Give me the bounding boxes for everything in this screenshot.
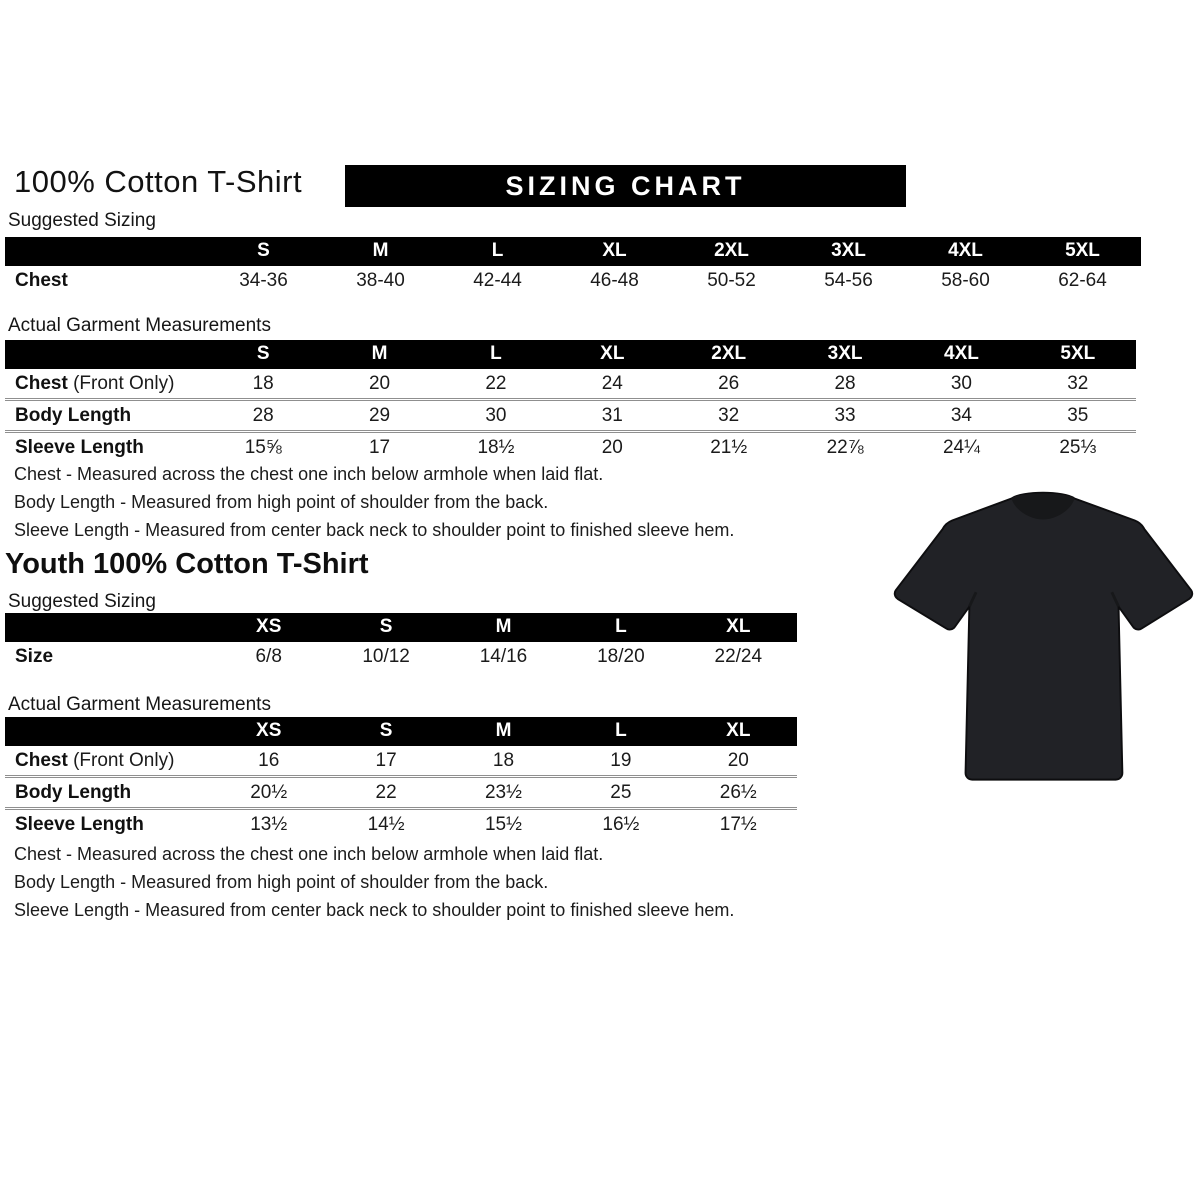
measurement-cell: 17½: [680, 809, 797, 840]
measurement-cell: 16: [258, 750, 280, 771]
size-column-header: 4XL: [903, 340, 1019, 369]
measurement-cell: 20: [727, 750, 749, 771]
sizing-chart-banner: SIZING CHART: [345, 165, 906, 207]
measurement-cell: 14½: [327, 809, 444, 840]
measurement-cell: 30: [438, 400, 554, 432]
measurement-cell: 22/24: [714, 646, 763, 667]
measurement-cell: 18½: [438, 432, 554, 463]
header-label-cell: [5, 340, 205, 369]
measurement-cell: 29: [321, 400, 437, 432]
measurement-cell: 31: [554, 400, 670, 432]
measurement-cell: 15⅝: [205, 432, 321, 463]
size-column-header: L: [439, 237, 556, 266]
youth-actual-measurements-label: Actual Garment Measurements: [8, 694, 271, 715]
note-body-length: Body Length - Measured from high point of shoulder from the back.: [14, 872, 549, 892]
row-label: Chest (Front Only): [15, 750, 175, 771]
measurement-cell: 15½: [445, 809, 562, 840]
size-column-header: XL: [554, 340, 670, 369]
adult-actual-measurements-table: [5, 340, 1136, 462]
table-row: [5, 642, 797, 671]
size-column-header: 3XL: [790, 237, 907, 266]
size-column-header: 4XL: [907, 237, 1024, 266]
measurement-cell: 16½: [562, 809, 679, 840]
table-row: [5, 432, 1136, 463]
measurement-cell: 18: [492, 750, 515, 771]
measurement-cell: 23½: [445, 777, 562, 809]
measurement-cell: 24¼: [903, 432, 1019, 463]
measurement-cell: 22: [327, 777, 444, 809]
row-label: Body Length: [5, 777, 210, 809]
size-column-header: L: [562, 613, 679, 642]
measurement-cell: 26½: [680, 777, 797, 809]
measurement-cell: 33: [787, 400, 903, 432]
measurement-cell: 18: [252, 373, 274, 394]
measurement-cell: 25: [562, 777, 679, 809]
measurement-cell: 28: [205, 400, 321, 432]
table-row: [5, 369, 1136, 400]
measurement-cell: 38-40: [356, 270, 405, 291]
youth-section-title: Youth 100% Cotton T-Shirt: [5, 548, 369, 580]
note-body-length: Body Length - Measured from high point of shoulder from the back.: [14, 492, 549, 512]
table-row: [5, 266, 1141, 295]
measurement-cell: 42-44: [473, 270, 522, 291]
measurement-cell: 28: [834, 373, 856, 394]
note-sleeve-length: Sleeve Length - Measured from center back neck to shoulder point to finished sleeve hem.: [14, 900, 735, 920]
row-label: Chest: [15, 270, 68, 291]
table-row: [5, 400, 1136, 432]
row-label: Sleeve Length: [5, 809, 210, 840]
table-row: [5, 746, 797, 777]
note-chest: Chest - Measured across the chest one inch below armhole when laid flat.: [14, 464, 604, 484]
measurement-cell: 32: [1067, 373, 1089, 394]
measurement-cell: 46-48: [590, 270, 639, 291]
row-label: Body Length: [5, 400, 205, 432]
adult-suggested-sizing-table: [5, 237, 1141, 295]
size-column-header: XL: [680, 613, 797, 642]
size-column-header: XS: [210, 613, 327, 642]
measurement-cell: 13½: [210, 809, 327, 840]
youth-suggested-sizing-table: [5, 613, 797, 671]
measurement-cell: 19: [610, 750, 632, 771]
size-column-header: 5XL: [1020, 340, 1136, 369]
youth-suggested-sizing-label: Suggested Sizing: [8, 591, 156, 612]
black-tshirt-photo: [890, 474, 1196, 806]
size-column-header: XS: [210, 717, 327, 746]
measurement-cell: 30: [950, 373, 972, 394]
size-column-header: 3XL: [787, 340, 903, 369]
adult-section-title: 100% Cotton T-Shirt: [14, 164, 303, 199]
size-column-header: S: [327, 717, 444, 746]
size-column-header: M: [321, 340, 437, 369]
measurement-cell: 18/20: [597, 646, 645, 667]
size-column-header: M: [445, 613, 562, 642]
table-row: [5, 809, 797, 840]
table-row: [5, 777, 797, 809]
size-column-header: S: [327, 613, 444, 642]
measurement-cell: 14/16: [479, 646, 528, 667]
youth-actual-measurements-table: [5, 717, 797, 839]
size-column-header: M: [445, 717, 562, 746]
measurement-cell: 17: [375, 750, 397, 771]
adult-suggested-sizing-label: Suggested Sizing: [8, 210, 156, 231]
header-label-cell: [5, 237, 205, 266]
row-label: Size: [15, 646, 54, 667]
measurement-cell: 35: [1020, 400, 1136, 432]
size-column-header: 2XL: [673, 237, 790, 266]
measurement-cell: 50-52: [707, 270, 756, 291]
measurement-cell: 10/12: [362, 646, 410, 667]
tshirt-icon: [890, 474, 1196, 806]
measurement-cell: 20: [368, 373, 391, 394]
size-column-header: L: [438, 340, 554, 369]
measurement-cell: 20½: [210, 777, 327, 809]
measurement-cell: 22: [485, 373, 507, 394]
size-column-header: XL: [556, 237, 673, 266]
measurement-cell: 26: [718, 373, 740, 394]
size-column-header: L: [562, 717, 679, 746]
measurement-cell: 6/8: [255, 646, 282, 667]
measurement-cell: 34-36: [239, 270, 288, 291]
measurement-cell: 34: [903, 400, 1019, 432]
note-chest: Chest - Measured across the chest one inch below armhole when laid flat.: [14, 844, 604, 864]
header-label-cell: [5, 717, 210, 746]
measurement-cell: 21½: [671, 432, 787, 463]
youth-measurement-notes: [14, 840, 734, 924]
row-label: Sleeve Length: [5, 432, 205, 463]
header-label-cell: [5, 613, 210, 642]
adult-measurement-notes: [14, 460, 734, 544]
note-sleeve-length: Sleeve Length - Measured from center back neck to shoulder point to finished sleeve hem.: [14, 520, 735, 540]
size-column-header: S: [205, 340, 321, 369]
measurement-cell: 32: [671, 400, 787, 432]
row-label: Chest (Front Only): [15, 373, 175, 394]
measurement-cell: 24: [601, 373, 623, 394]
measurement-cell: 54-56: [824, 270, 873, 291]
size-column-header: XL: [680, 717, 797, 746]
size-column-header: M: [322, 237, 439, 266]
size-column-header: 2XL: [671, 340, 787, 369]
measurement-cell: 62-64: [1058, 270, 1107, 291]
measurement-cell: 58-60: [941, 270, 990, 291]
size-column-header: 5XL: [1024, 237, 1141, 266]
measurement-cell: 20: [554, 432, 670, 463]
size-column-header: S: [205, 237, 322, 266]
measurement-cell: 22⅞: [787, 432, 903, 463]
adult-actual-measurements-label: Actual Garment Measurements: [8, 315, 271, 336]
measurement-cell: 17: [321, 432, 437, 463]
measurement-cell: 25⅓: [1020, 432, 1136, 463]
